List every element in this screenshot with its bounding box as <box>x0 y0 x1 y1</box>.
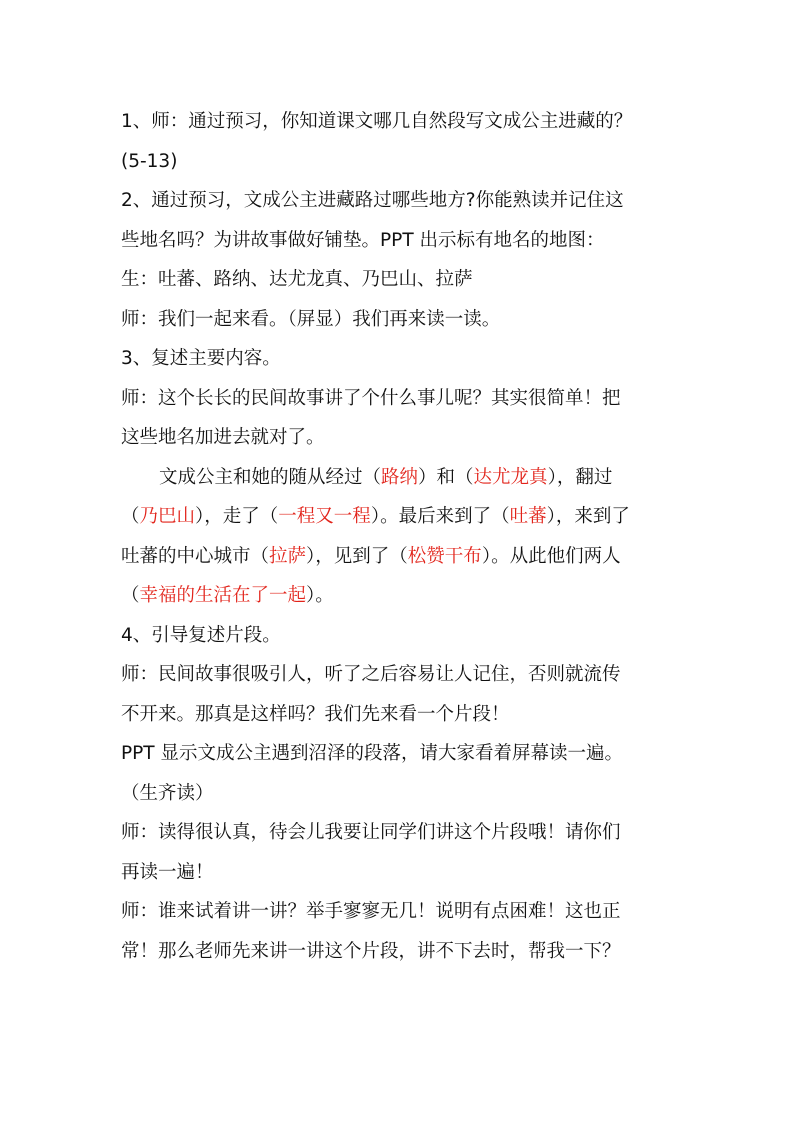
ppt-note: PPT 显示文成公主遇到沼泽的段落，请大家看着屏幕读一遍。 <box>121 743 623 764</box>
summary-text: （ <box>121 585 140 606</box>
teacher-line: 再读一遍！ <box>121 861 214 883</box>
teacher-line: 师：这个长长的民间故事讲了个什么事儿呢？其实很简单！把 <box>121 387 621 409</box>
question-1-line1: 1、师：通过预习，你知道课文哪几自然段写文成公主进藏的？ <box>121 111 633 132</box>
question-2-line1: 2、通过预习，文成公主进藏路过哪些地方?你能熟读并记住这 <box>121 190 624 211</box>
summary-text: ），走了（ <box>195 506 279 527</box>
section-3-heading: 3、复述主要内容。 <box>121 348 281 369</box>
teacher-line: 师：我们一起来看。（屏显）我们再来读一读。 <box>121 308 501 330</box>
fill-in-answer: 幸福的生活在了一起 <box>139 585 307 606</box>
summary-line <box>121 458 681 498</box>
teacher-line: 师：谁来试着讲一讲？举手寥寥无几！说明有点困难！这也正 <box>121 901 621 922</box>
summary-text: ）和（ <box>418 466 474 488</box>
question-2-line2: 些地名吗？为讲故事做好铺垫。PPT 出示标有地名的地图： <box>121 229 605 251</box>
summary-line <box>121 497 681 537</box>
student-answer: 生：吐蕃、路纳、达尤龙真、乃巴山、拉萨 <box>121 269 473 290</box>
lesson-text <box>121 102 681 971</box>
summary-text: ），翻过 <box>547 466 613 488</box>
teacher-line: 师：民间故事很吸引人，听了之后容易让人记住，否则就流传 <box>121 664 621 685</box>
summary-line <box>121 537 681 577</box>
fill-in-answer: 吐蕃 <box>509 506 547 527</box>
fill-in-answer: 路纳 <box>381 466 419 488</box>
fill-in-answer: 松赞干布 <box>407 545 482 567</box>
summary-text: 文成公主和她的随从经过（ <box>159 466 382 488</box>
teacher-line: 不开来。那真是这样吗？我们先来看一个片段！ <box>121 703 510 725</box>
fill-in-answer: 一程又一程 <box>278 506 371 527</box>
teacher-line: 常！那么老师先来讲一讲这个片段，讲不下去时，帮我一下？ <box>121 940 621 962</box>
summary-text: ）。从此他们两人 <box>481 545 621 567</box>
stage-note: （生齐读） <box>121 782 214 804</box>
summary-text: ）。最后来到了（ <box>370 506 510 527</box>
summary-line <box>121 576 681 616</box>
fill-in-answer: 乃巴山 <box>139 506 196 527</box>
summary-text: ）。 <box>306 585 334 606</box>
fill-in-answer: 达尤龙真 <box>473 466 548 488</box>
question-1-line2: (5-13) <box>121 150 178 172</box>
section-4-heading: 4、引导复述片段。 <box>121 624 281 646</box>
summary-text: ），见到了（ <box>306 545 408 567</box>
fill-in-answer: 拉萨 <box>269 545 307 567</box>
teacher-line: 师：读得很认真，待会儿我要让同学们讲这个片段哦！请你们 <box>121 822 621 843</box>
summary-text: （ <box>121 506 140 527</box>
summary-text: ），来到了 <box>546 506 630 527</box>
teacher-line: 这些地名加进去就对了。 <box>121 427 325 448</box>
summary-text: 吐蕃的中心城市（ <box>121 545 270 567</box>
